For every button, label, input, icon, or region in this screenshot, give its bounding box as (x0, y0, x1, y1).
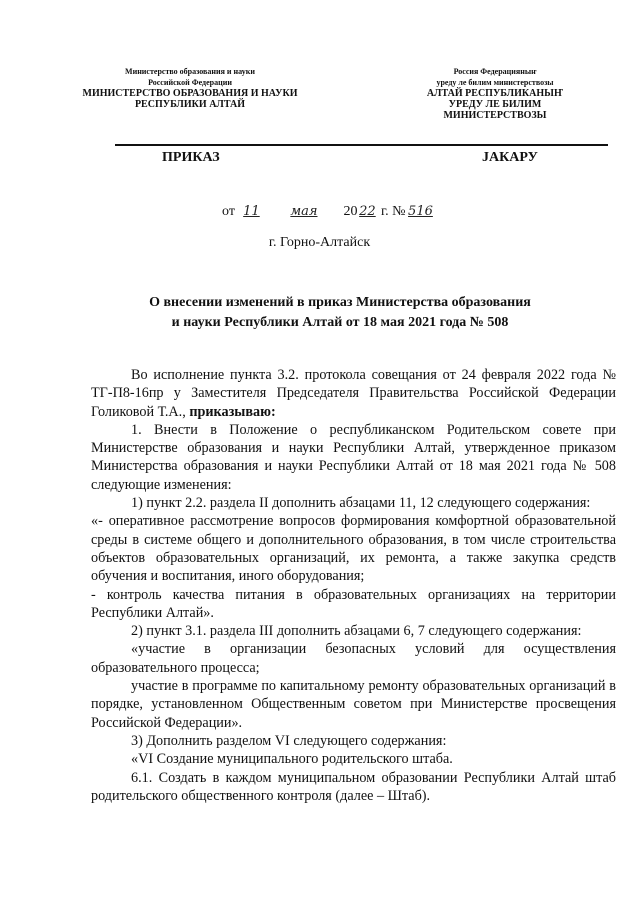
paragraph-preamble (91, 366, 616, 421)
paragraph-subitem-2: 2) пункт 3.1. раздела III дополнить абзацами 6, 7 следующего содержания: (131, 623, 582, 640)
header-right-line5: МИНИСТЕРСТВОЗЫ (443, 110, 547, 121)
paragraph-item-1: 1. Внести в Положение о республиканском Родительском совете при Министерстве образования и науки Республики Алтай, утвержденное приказом Министерства образования и науки Республики Алтай от 18 мая 2021 года № 508 следующие изменения: (91, 421, 616, 493)
title-line2: и науки Республики Алтай от 18 мая 2021 года № 508 (171, 315, 509, 330)
header-right-line4: УРЕДУ ЛЕ БИЛИМ (448, 99, 542, 110)
doc-type-altai: JАКАРУ (482, 150, 538, 165)
city-name: г. Горно-Алтайск (268, 235, 371, 250)
document-title (60, 293, 620, 333)
date-day: 11 (243, 204, 260, 219)
paragraph-quote-2: - контроль качества питания в образовательных организациях на территории Республики Алтай». (91, 586, 616, 621)
doc-type-russian: ПРИКАЗ (162, 150, 220, 165)
order-date-line (222, 204, 542, 220)
paragraph-6-1: 6.1. Создать в каждом муниципальном образовании Республики Алтай штаб родительского общественного контроля (далее – Штаб). (91, 769, 616, 804)
order-number: 516 (408, 204, 433, 219)
paragraph-subitem-3: 3) Дополнить разделом VI следующего содержания: (131, 732, 447, 749)
document-body (91, 366, 616, 805)
order-verb: приказываю: (189, 403, 276, 420)
ministry-header-russian (78, 66, 302, 110)
header-left-line2: Российской Федерации (148, 78, 232, 87)
date-month: мая (290, 204, 318, 219)
header-left-line1: Министерство образования и науки (125, 67, 255, 76)
date-year-suffix: 22 (359, 204, 376, 219)
header-right-line1: Россия Федерацияныҥ (453, 67, 537, 76)
header-right-line2: уреду ле билим министерствозы (436, 78, 554, 87)
paragraph-subitem-1: 1) пункт 2.2. раздела II дополнить абзацами 11, 12 следующего содержания: (131, 495, 591, 512)
paragraph-quote-4: участие в программе по капитальному ремонту образовательных организаций в порядке, установленном Общественным советом при Министерстве просвещения Российской Федерации». (91, 678, 616, 731)
header-right-line3: АЛТАЙ РЕСПУБЛИКАНЫҤ (426, 88, 564, 99)
header-left-line3: МИНИСТЕРСТВО ОБРАЗОВАНИЯ И НАУКИ (82, 88, 298, 99)
title-line1: О внесении изменений в приказ Министерства образования (149, 295, 531, 310)
date-year-label: г. № (380, 204, 406, 219)
date-prefix: от (222, 204, 235, 219)
date-year-prefix: 20 (343, 204, 358, 219)
paragraph-section-title: «VI Создание муниципального родительского штаба. (131, 751, 453, 768)
paragraph-quote-1: «- оперативное рассмотрение вопросов формирования комфортной образовательной среды в системе общего и дополнительного образования, в том числе строительства объектов образовательных организаций, их ремонта, а также закупка средств обучения и воспитания, иного оборудования; (91, 513, 616, 585)
header-left-line4: РЕСПУБЛИКИ АЛТАЙ (134, 99, 246, 110)
preamble-text: Во исполнение пункта 3.2. протокола совещания от 24 февраля 2022 года № ТГ-П8-16пр у Заместителя Председателя Правительства Российской Федерации Голиковой Т.А., (91, 367, 616, 420)
header-divider (115, 144, 608, 146)
ministry-header-altai (395, 66, 595, 121)
paragraph-quote-3: «участие в организации безопасных условий для осуществления образовательного процесса; (91, 641, 616, 676)
